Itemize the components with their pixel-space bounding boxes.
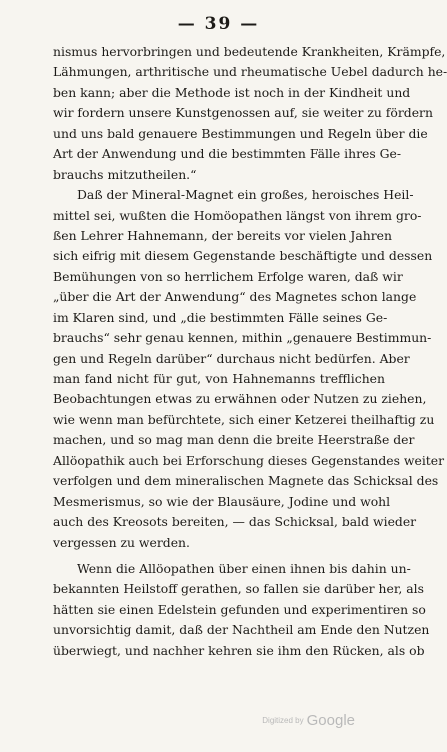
text-line: Bemühungen von so herrlichem Erfolge waren, daß wir [53,268,403,284]
text-line: brauchs“ sehr genau kennen, mithin „genauere Bestimmun- [53,330,432,346]
text-line: machen, und so mag man denn die breite Heerstraße der [53,432,415,448]
text-line: unvorsichtig damit, daß der Nachtheil am Ende den Nutzen [53,622,430,638]
text-line: mittel sei, wußten die Homöopathen längst von ihrem gro- [53,207,422,223]
text-line: Beobachtungen etwas zu erwähnen oder Nutzen zu ziehen, [53,391,427,407]
text-line: Art der Anwendung und die bestimmten Fälle ihres Ge- [53,146,402,162]
text-line: Lähmungen, arthritische und rheumatische Uebel dadurch he- [53,64,447,80]
text-line: im Klaren sind, und „die bestimmten Fälle seines Ge- [53,309,388,325]
page-number: — 39 — [177,14,260,34]
text-line: auch des Kreosots bereiten, — das Schicksal, bald wieder [53,514,417,530]
text-line: und uns bald genauere Bestimmungen und Regeln über die [53,125,428,141]
text-line: „über die Art der Anwendung“ des Magnetes schon lange [53,289,417,305]
text-line: Daß der Mineral-Magnet ein großes, heroisches Heil- [77,187,414,203]
text-line: ben kann; aber die Methode ist noch in der Kindheit und [53,84,411,100]
text-line: überwiegt, und nachher kehren sie ihm den Rücken, als ob [53,642,425,658]
text-line: wie wenn man befürchtete, sich einer Ketzerei theilhaftig zu [53,411,435,427]
digitized-by-google-watermark [262,712,355,730]
text-line: verfolgen und dem mineralischen Magnete das Schicksal des [53,473,439,489]
text-line: man fand nicht für gut, von Hahnemanns trefflichen [53,371,385,386]
text-line: wir fordern unsere Kunstgenossen auf, sie weiter zu fördern [53,105,433,121]
text-line: Mesmerismus, so wie der Blausäure, Jodine und wohl [53,493,391,509]
text-line: Allöopathik auch bei Erforschung dieses Gegenstandes weiter [53,452,445,468]
watermark-prefix: Digitized by [262,716,304,725]
text-line: gen und Regeln darüber“ durchaus nicht bedürfen. Aber [53,350,410,366]
text-line: nismus hervorbringen und bedeutende Krankheiten, Krämpfe, [53,44,446,59]
text-line: bekannten Heilstoff gerathen, so fallen sie darüber her, als [53,581,424,597]
text-line: sich eifrig mit diesem Gegenstande beschäftigte und dessen [53,248,433,264]
text-line: ßen Lehrer Hahnemann, der bereits vor vielen Jahren [53,227,392,243]
google-logo: Google [306,712,355,729]
text-line: hätten sie einen Edelstein gefunden und experimentiren so [53,601,426,617]
text-line: Wenn die Allöopathen über einen ihnen bis dahin un- [77,560,411,576]
body-text [53,42,447,661]
text-line: vergessen zu werden. [53,534,190,550]
text-line: brauchs mitzutheilen.“ [53,166,197,182]
